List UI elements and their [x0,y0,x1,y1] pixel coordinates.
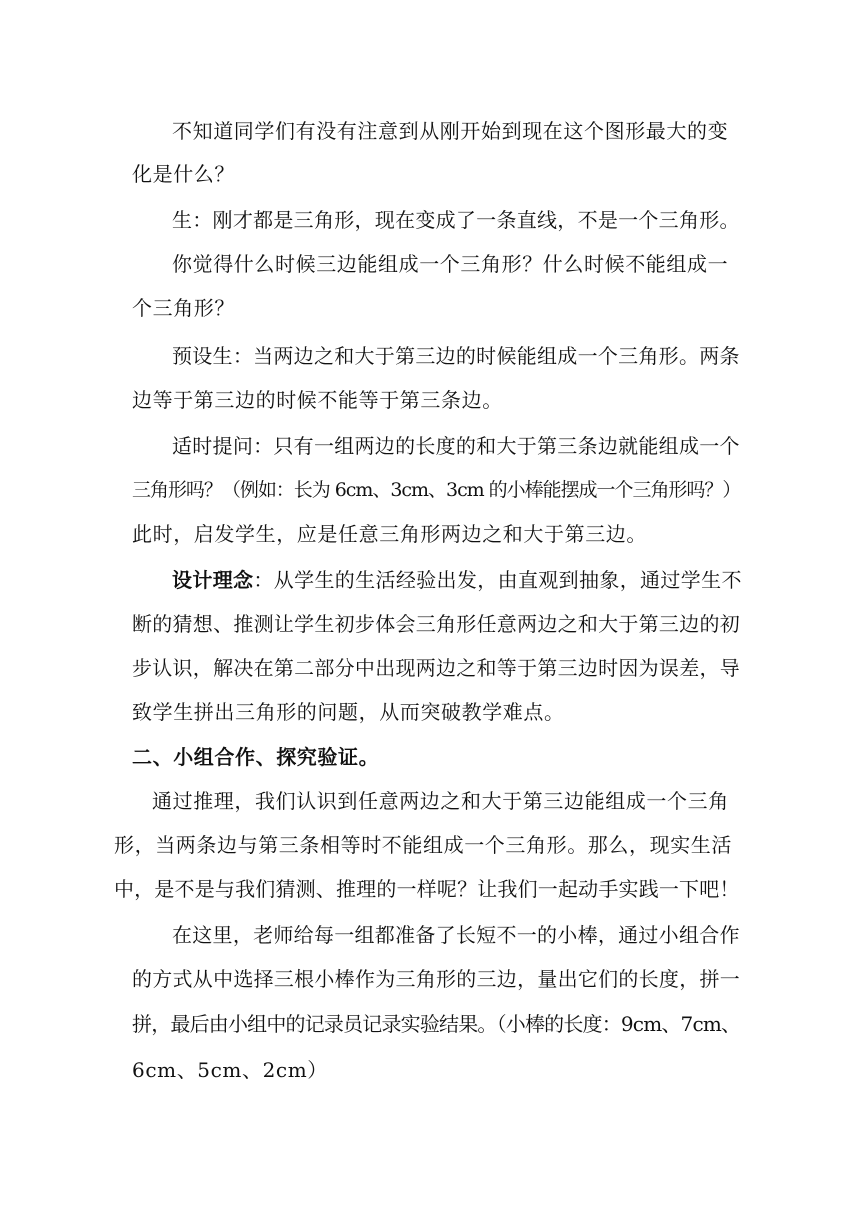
paragraph-7-line-3: 中，是不是与我们猜测、推理的一样呢？让我们一起动手实践一下吧！ [114,877,740,901]
paragraph-2-line-1: 生：刚才都是三角形，现在变成了一条直线，不是一个三角形。 [172,208,740,232]
paragraph-8-line-2: 的方式从中选择三根小棒作为三角形的三边，量出它们的长度，拼一 [132,967,740,991]
paragraph-6-line-1-text: ：从学生的生活经验出发，由直观到抽象，通过学生不 [253,568,742,592]
paragraph-1-line-2: 化是什么？ [132,162,235,186]
paragraph-7-line-1: 通过推理，我们认识到任意两边之和大于第三边能组成一个三角 [152,789,729,813]
paragraph-3-line-1: 你觉得什么时候三边能组成一个三角形？什么时候不能组成一 [172,252,729,276]
paragraph-1-line-1: 不知道同学们有没有注意到从刚开始到现在这个图形最大的变 [172,119,729,143]
paragraph-3-line-2: 个三角形？ [132,296,235,320]
paragraph-8-line-4: 6cm、5cm、2cm） [132,1058,328,1082]
paragraph-5-line-3: 此时，启发学生，应是任意三角形两边之和大于第三边。 [132,522,647,546]
paragraph-6-line-1 [172,566,742,594]
paragraph-4-line-2: 边等于第三边的时候不能等于第三条边。 [132,388,503,412]
design-concept-label: 设计理念 [172,568,254,592]
paragraph-6-line-4: 致学生拼出三角形的问题，从而突破教学难点。 [132,700,565,724]
paragraph-8-line-3: 拼，最后由小组中的记录员记录实验结果。（小棒的长度：9cm、7cm、 [132,1012,741,1036]
section-heading: 二、小组合作、探究验证。 [132,745,380,769]
paragraph-4-line-1: 预设生：当两边之和大于第三边的时候能组成一个三角形。两条 [172,344,740,368]
paragraph-5-line-1: 适时提问：只有一组两边的长度的和大于第三条边就能组成一个 [172,434,740,458]
paragraph-7-line-2: 形，当两条边与第三条相等时不能组成一个三角形。那么，现实生活 [114,833,732,857]
paragraph-6-line-2: 断的猜想、推测让学生初步体会三角形任意两边之和大于第三边的初 [132,612,740,636]
paragraph-5-line-2: 三角形吗？（例如：长为 6cm、3cm、3cm 的小棒能摆成一个三角形吗？） [132,479,741,501]
paragraph-6-line-3: 步认识，解决在第二部分中出现两边之和等于第三边时因为误差，导 [132,656,740,680]
paragraph-8-line-1: 在这里，老师给每一组都准备了长短不一的小棒，通过小组合作 [172,923,740,947]
